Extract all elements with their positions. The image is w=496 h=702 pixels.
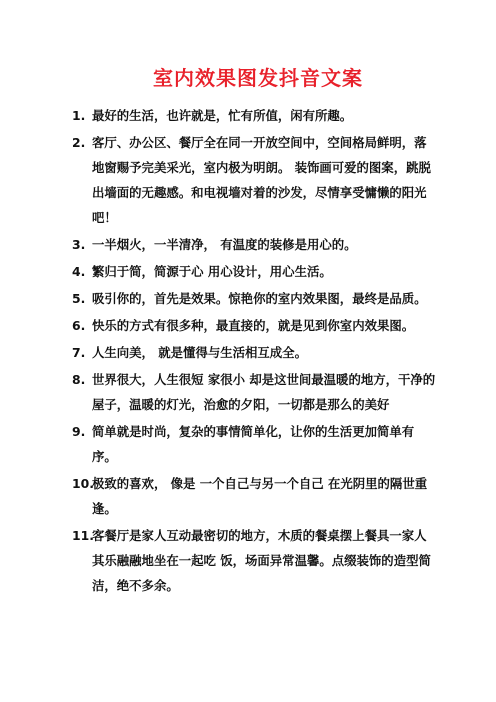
item-text: 客厅、办公区、餐厅全在同一开放空间中，空间格局鲜明，落地窗赐予完美采光，室内极为明朗。 装饰画可爱的图案，跳脱出墙面的无趣感。和电视墙对着的沙发，尽情享受慵懒的阳光吧！	[92, 135, 431, 225]
item-number: 4.	[72, 264, 86, 279]
item-number: 9.	[72, 424, 86, 439]
item-text: 快乐的方式有很多种，最直接的，就是见到你室内效果图。	[92, 318, 415, 333]
item-text: 一半烟火，一半清净， 有温度的装修是用心的。	[92, 237, 357, 252]
list-item	[72, 471, 436, 521]
list-item	[72, 232, 436, 257]
item-number: 5.	[72, 291, 86, 306]
item-number: 2.	[72, 135, 86, 150]
list-item	[72, 419, 436, 469]
item-text: 简单就是时尚，复杂的事情简单化，让你的生活更加简单有序。	[92, 424, 415, 464]
item-number: 1.	[72, 108, 86, 123]
item-text: 最好的生活，也许就是，忙有所值，闲有所趣。	[92, 108, 353, 123]
copy-list	[72, 103, 436, 598]
list-item	[72, 340, 436, 365]
item-text: 世界很大，人生很短 家很小 却是这世间最温暖的地方，干净的屋子，温暖的灯光，治愈的夕阳，一切都是那么的美好	[92, 372, 436, 412]
list-item	[72, 367, 436, 417]
list-item	[72, 130, 436, 230]
list-item	[72, 103, 436, 128]
item-number: 6.	[72, 318, 86, 333]
list-item	[72, 259, 436, 284]
list-item	[72, 313, 436, 338]
document-title: 室内效果图发抖音文案	[153, 66, 363, 90]
item-number: 11.	[72, 528, 94, 543]
item-text: 繁归于简，简源于心 用心设计，用心生活。	[92, 264, 332, 279]
list-item	[72, 286, 436, 311]
item-number: 7.	[72, 345, 86, 360]
item-text: 人生向美， 就是懂得与生活相互成全。	[92, 345, 307, 360]
item-text: 客餐厅是家人互动最密切的地方，木质的餐桌摆上餐具一家人其乐融融地坐在一起吃 饭，场面异常温馨。点缀装饰的造型简洁，绝不多余。	[92, 528, 431, 593]
item-number: 8.	[72, 372, 86, 387]
item-number: 10.	[72, 476, 94, 491]
item-text: 极致的喜欢， 像是 一个自己与另一个自己 在光阴里的隔世重逢。	[92, 476, 428, 516]
item-number: 3.	[72, 237, 86, 252]
list-item	[72, 523, 436, 598]
item-text: 吸引你的，首先是效果。惊艳你的室内效果图，最终是品质。	[92, 291, 427, 306]
